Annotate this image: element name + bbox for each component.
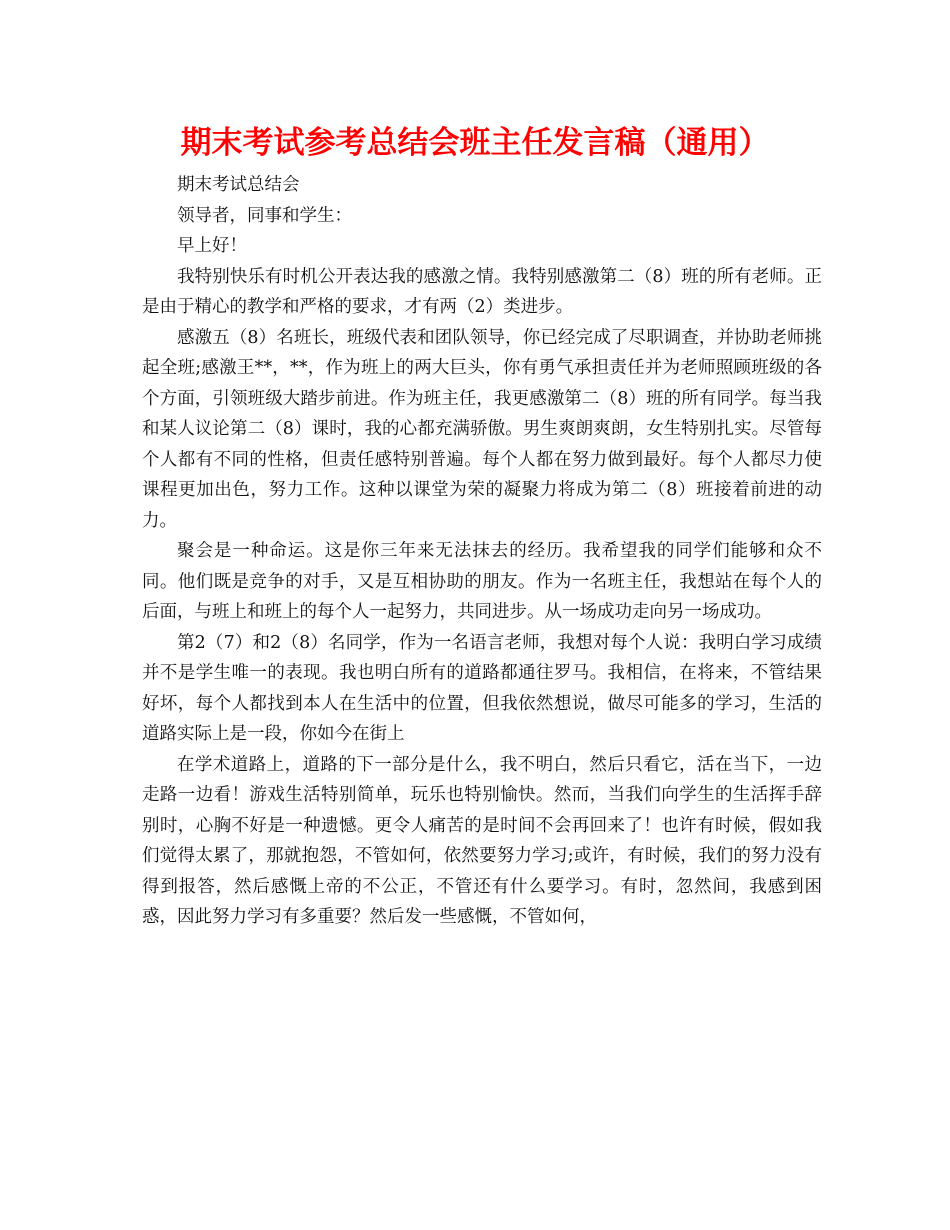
paragraph-language-teacher: 第2（7）和2（8）名同学，作为一名语言老师，我想对每个人说：我明白学习成绩并不是学生唯一的表现。我也明白所有的道路都通往罗马。我相信，在将来，不管结果好坏，每个人都找到本人在生活中的位置，但我依然想说，做尽可能多的学习，生活的道路实际上是一段，你如今在街上 (142, 632, 822, 744)
paragraph-academic-road: 在学术道路上，道路的下一部分是什么，我不明白，然后只看它，活在当下，一边走路一边看！游戏生活特别简单，玩乐也特别愉快。然而，当我们向学生的生活挥手辞别时，心胸不好是一种遗憾。更令人痛苦的是时间不会再回来了！也许有时候，假如我们觉得太累了，那就抱怨，不管如何，依然要努力学习;或许，有时候，我们的努力没有得到报答，然后感慨上帝的不公正，不管还有什么要学习。有时，忽然间，我感到困惑，因此努力学习有多重要？然后发一些感慨，不管如何， (142, 754, 822, 927)
paragraph-thanks-teachers: 我特别快乐有时机公开表达我的感激之情。我特别感激第二（8）班的所有老师。正是由于精心的教学和严格的要求，才有两（2）类进步。 (142, 266, 822, 317)
paragraph-thanks-students: 感激五（8）名班长，班级代表和团队领导，你已经完成了尽职调查，并协助老师挑起全班;感激王**，**，作为班上的两大巨头，你有勇气承担责任并为老师照顾班级的各个方面，引领班级大踏步前进。作为班主任，我更感激第二（8）班的所有同学。每当我和某人议论第二（8）课时，我的心都充满骄傲。男生爽朗爽朗，女生特别扎实。尽管每个人都有不同的性格，但责任感特别普遍。每个人都在努力做到最好。每个人都尽力使课程更加出色，努力工作。这种以课堂为荣的凝聚力将成为第二（8）班接着前进的动力。 (142, 327, 822, 531)
document-body (142, 170, 822, 933)
paragraph-subtitle: 期末考试总结会 (177, 175, 300, 195)
document-title: 期末考试参考总结会班主任发言稿（通用） (180, 125, 770, 161)
paragraph-gathering: 聚会是一种命运。这是你三年来无法抹去的经历。我希望我的同学们能够和众不同。他们既是竞争的对手，又是互相协助的朋友。作为一名班主任，我想站在每个人的后面，与班上和班上的每个人一起努力，共同进步。从一场成功走向另一场成功。 (142, 541, 822, 622)
paragraph-greeting: 早上好！ (177, 236, 247, 256)
paragraph-salutation: 领导者，同事和学生： (177, 205, 352, 226)
